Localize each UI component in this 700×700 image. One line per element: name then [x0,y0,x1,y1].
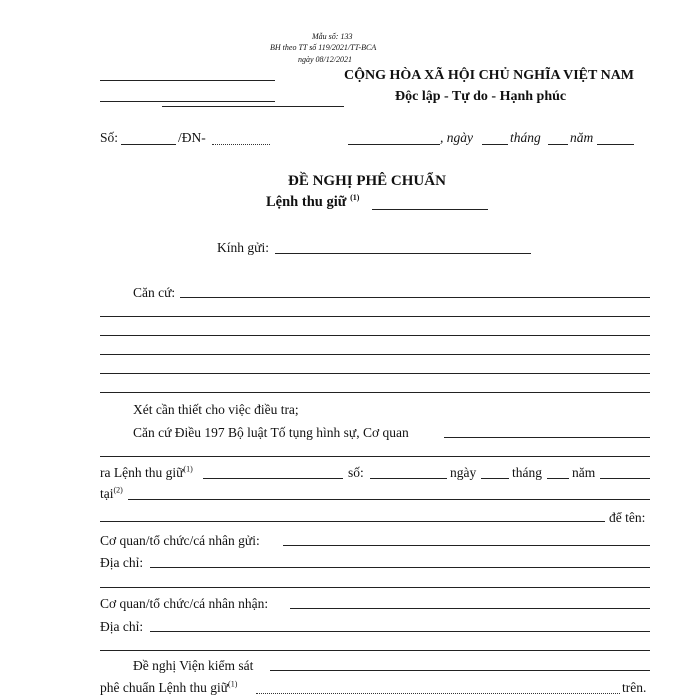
basis-line-1[interactable] [180,297,650,298]
procuracy-field[interactable] [270,670,650,671]
basis-label: Căn cứ: [133,285,176,300]
year-field[interactable] [597,144,634,145]
date-day-label: , ngày [440,130,473,145]
approval-end: trên. [622,680,647,695]
receiver-address-field[interactable] [150,631,650,632]
day-field[interactable] [482,144,508,145]
basis-line-6[interactable] [100,392,650,393]
order-number-field[interactable] [370,478,447,479]
recipient-label: Kính gửi: [217,240,269,255]
form-circular: BH theo TT số 119/2021/TT-BCA [270,43,377,52]
agency-field-2[interactable] [100,456,650,457]
subtitle-field[interactable] [372,209,488,210]
sender-field[interactable] [283,545,650,546]
subtitle-text: Lệnh thu giữ [266,194,347,210]
named-field[interactable] [100,521,605,522]
motto: Độc lập - Tự do - Hạnh phúc [395,89,567,104]
number-field[interactable] [121,144,176,145]
location-text: tại [100,486,114,501]
form-date: ngày 08/12/2021 [298,55,352,64]
order-name-field[interactable] [203,478,343,479]
named-label: để tên: [609,510,646,525]
approval-field[interactable] [256,693,620,694]
country-name: CỘNG HÒA XÃ HỘI CHỦ NGHĨA VIỆT NAM [344,68,635,83]
order-month-label: tháng [512,465,542,480]
dn-code-field[interactable] [212,144,270,145]
document-title: ĐỀ NGHỊ PHÊ CHUẨN [288,173,446,189]
article-basis-text: Căn cứ Điều 197 Bộ luật Tố tụng hình sự, Cơ quan [133,425,409,440]
order-prefix [100,465,193,481]
approval-text: phê chuẩn Lệnh thu giữ [100,680,229,695]
sender-address-field-2[interactable] [100,587,650,588]
date-year-label: năm [570,130,594,145]
subtitle-note: (1) [350,193,360,203]
location-note: (2) [113,485,123,495]
order-year-field[interactable] [600,478,650,479]
necessity-text: Xét cần thiết cho việc điều tra; [133,402,299,417]
location-field[interactable] [128,499,650,500]
order-month-field[interactable] [547,478,569,479]
agency-name-line-2[interactable] [100,101,275,102]
order-number-label: số: [348,465,364,480]
basis-line-5[interactable] [100,373,650,374]
order-day-field[interactable] [481,478,509,479]
form-number: Mẫu số: 133 [312,32,353,41]
agency-name-line-1[interactable] [100,80,275,81]
basis-line-2[interactable] [100,316,650,317]
recipient-field[interactable] [275,253,531,254]
order-prefix-text: ra Lệnh thu giữ [100,465,184,480]
receiver-field[interactable] [290,608,650,609]
agency-underline [162,106,344,107]
sender-address-field[interactable] [150,567,650,568]
basis-line-3[interactable] [100,335,650,336]
date-month-label: tháng [510,130,541,145]
agency-field[interactable] [444,437,650,438]
receiver-address-label: Địa chỉ: [100,619,144,634]
place-field[interactable] [348,144,440,145]
receiver-address-field-2[interactable] [100,650,650,651]
receiver-label: Cơ quan/tổ chức/cá nhân nhận: [100,596,269,611]
month-field[interactable] [548,144,568,145]
sender-address-label: Địa chỉ: [100,555,144,570]
order-day-label: ngày [450,465,477,480]
request-label: Đề nghị Viện kiểm sát [133,658,254,673]
approval-label [100,680,237,696]
order-year-label: năm [572,465,596,480]
document-subtitle [266,194,359,211]
approval-note: (1) [228,679,238,689]
number-label: Số: [100,130,119,145]
sender-label: Cơ quan/tổ chức/cá nhân gửi: [100,533,260,548]
location-label [100,486,123,502]
order-prefix-note: (1) [183,464,193,474]
dn-label: /ĐN- [178,130,206,145]
basis-line-4[interactable] [100,354,650,355]
